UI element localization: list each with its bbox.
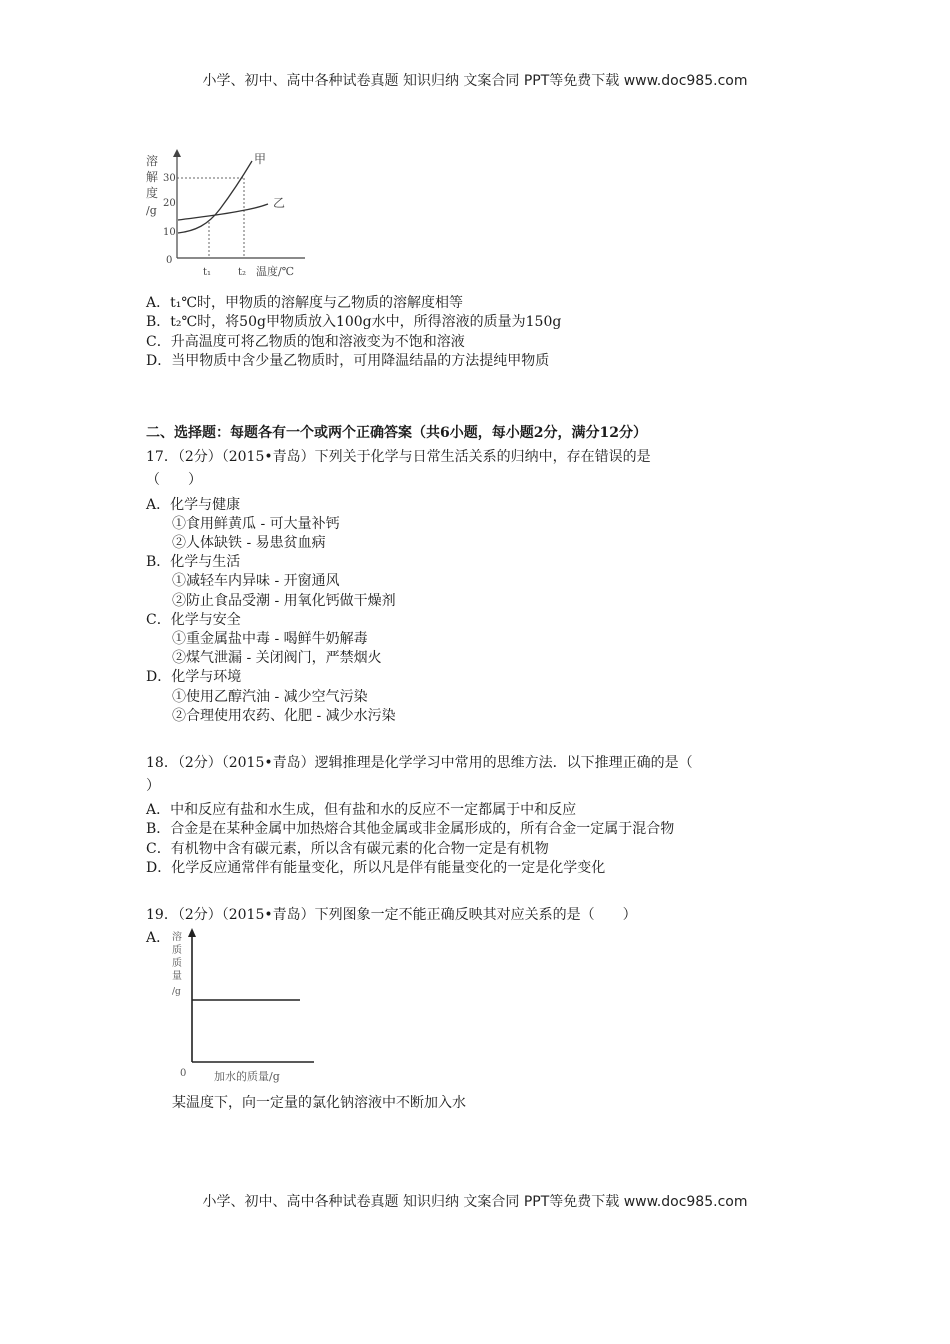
curve-yi: [178, 204, 268, 220]
ylabel-char-5: /g: [172, 987, 181, 997]
ylabel-char-4: /g: [146, 204, 157, 217]
origin-label: 0: [180, 1068, 187, 1079]
q17-c-title: C．化学与安全: [146, 612, 241, 628]
x-tick-t2: t₂: [238, 267, 247, 278]
solute-mass-chart: [168, 924, 318, 1089]
q17-b-2: ②防止食品受潮 - 用氧化钙做干燥剂: [172, 593, 396, 609]
q16-option-d: D．当甲物质中含少量乙物质时，可用降温结晶的方法提纯甲物质: [146, 353, 550, 369]
ylabel-char-3: 度: [146, 186, 159, 200]
q17-d-1: ①使用乙醇汽油 - 减少空气污染: [172, 689, 368, 705]
q19-caption: 某温度下，向一定量的氯化钠溶液中不断加入水: [172, 1095, 466, 1111]
page-footer: 小学、初中、高中各种试卷真题 知识归纳 文案合同 PPT等免费下载 www.doc985.com: [202, 1194, 748, 1210]
y-tick-20: 20: [163, 198, 176, 209]
q17-a-title: A．化学与健康: [146, 497, 241, 513]
q17-stem: 17．（2分）（2015•青岛）下列关于化学与日常生活关系的归纳中，存在错误的是: [146, 449, 651, 465]
ylabel-char-1: 溶: [146, 154, 159, 168]
xlabel: 温度/℃: [256, 265, 295, 278]
q18-option-b: B．合金是在某种金属中加热熔合其他金属或非金属形成的，所有合金一定属于混合物: [146, 821, 675, 837]
q17-b-title: B．化学与生活: [146, 554, 241, 570]
q18-stem: 18．（2分）（2015•青岛）逻辑推理是化学学习中常用的思维方法．以下推理正确的是（: [146, 755, 693, 771]
q17-a-1: ①食用鲜黄瓜 - 可大量补钙: [172, 516, 340, 532]
page-header: 小学、初中、高中各种试卷真题 知识归纳 文案合同 PPT等免费下载 www.doc985.com: [202, 73, 748, 89]
x-tick-t1: t₁: [203, 267, 212, 278]
curve-jia: [178, 161, 252, 233]
ylabel-char-3: 质: [172, 958, 182, 969]
q18-stem-end: ）: [146, 778, 160, 794]
q19-stem: 19．（2分）（2015•青岛）下列图象一定不能正确反映其对应关系的是（ ）: [146, 907, 637, 923]
ylabel-char-1: 溶: [172, 932, 182, 943]
xlabel: 加水的质量/g: [214, 1070, 280, 1083]
q17-b-1: ①减轻车内异味 - 开窗通风: [172, 573, 340, 589]
label-yi: 乙: [273, 196, 286, 210]
q17-paren: （ ）: [146, 472, 202, 488]
y-tick-30: 30: [163, 173, 176, 184]
q17-d-2: ②合理使用农药、化肥 - 减少水污染: [172, 708, 396, 724]
q18-option-a: A．中和反应有盐和水生成，但有盐和水的反应不一定都属于中和反应: [146, 802, 577, 818]
y-tick-10: 10: [163, 227, 176, 238]
q17-d-title: D．化学与环境: [146, 669, 242, 685]
origin-label: 0: [166, 255, 173, 266]
q17-c-2: ②煤气泄漏 - 关闭阀门，严禁烟火: [172, 650, 382, 666]
section2-title: 二、选择题：每题各有一个或两个正确答案（共6小题，每小题2分，满分12分）: [146, 425, 647, 441]
label-jia: 甲: [254, 152, 267, 166]
q16-option-b: B．t₂℃时，将50g甲物质放入100g水中，所得溶液的质量为150g: [146, 314, 562, 330]
q16-option-c: C．升高温度可将乙物质的饱和溶液变为不饱和溶液: [146, 334, 465, 350]
y-axis-arrow: [188, 928, 196, 937]
q17-c-1: ①重金属盐中毒 - 喝鲜牛奶解毒: [172, 631, 368, 647]
q17-a-2: ②人体缺铁 - 易患贫血病: [172, 535, 326, 551]
ylabel-char-2: 解: [146, 170, 159, 184]
solubility-chart: [140, 145, 310, 285]
ylabel-char-4: 量: [172, 971, 182, 982]
q18-option-d: D．化学反应通常伴有能量变化，所以凡是伴有能量变化的一定是化学变化: [146, 860, 606, 876]
y-axis-arrow: [173, 149, 181, 157]
q19-option-a-label: A．: [146, 930, 171, 946]
q18-option-c: C．有机物中含有碳元素，所以含有碳元素的化合物一定是有机物: [146, 841, 549, 857]
q16-option-a: A．t₁℃时，甲物质的溶解度与乙物质的溶解度相等: [146, 295, 464, 311]
ylabel-char-2: 质: [172, 945, 182, 956]
